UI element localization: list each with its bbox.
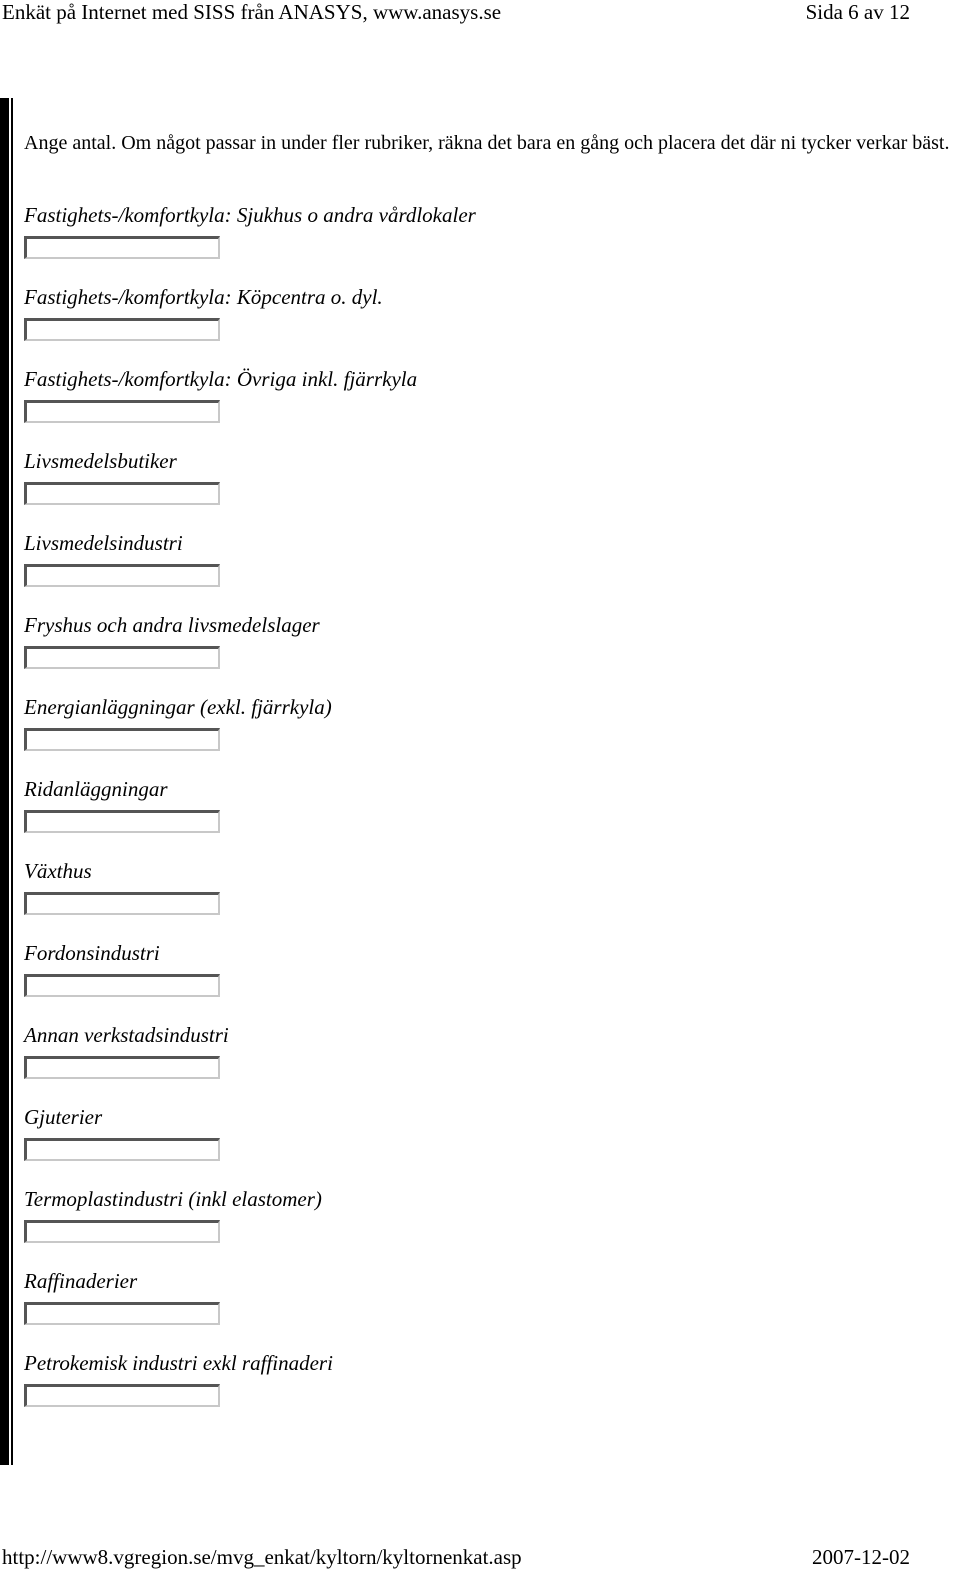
print-header <box>0 0 960 26</box>
question-label: Energianläggningar (exkl. fjärrkyla) <box>24 695 332 719</box>
question-ovriga <box>24 366 417 392</box>
count-input-gjuterier[interactable] <box>24 1138 220 1161</box>
count-input-raffinaderier[interactable] <box>24 1302 220 1325</box>
question-label: Annan verkstadsindustri <box>24 1023 229 1047</box>
instructions-text: Ange antal. Om något passar in under fler rubriker, räkna det bara en gång och placera det där ni tycker verkar bäst. <box>24 132 950 154</box>
print-date: 2007-12-02 <box>812 1545 910 1569</box>
question-label: Fastighets-/komfortkyla: Sjukhus o andra vårdlokaler <box>24 203 476 227</box>
question-label: Petrokemisk industri exkl raffinaderi <box>24 1351 333 1375</box>
question-sjukhus <box>24 202 476 228</box>
question-label: Fastighets-/komfortkyla: Övriga inkl. fjärrkyla <box>24 367 418 391</box>
question-fordonsindustri <box>24 940 160 966</box>
question-label: Livsmedelsbutiker <box>24 449 177 473</box>
question-label: Raffinaderier <box>24 1269 138 1293</box>
question-gjuterier <box>24 1104 102 1130</box>
question-energianlaggningar <box>24 694 332 720</box>
survey-form <box>24 130 960 1375</box>
question-fryshus <box>24 612 320 638</box>
question-label: Livsmedelsindustri <box>24 531 183 555</box>
print-footer <box>0 1544 960 1574</box>
count-input-fordonsindustri[interactable] <box>24 974 220 997</box>
count-input-verkstadsindustri[interactable] <box>24 1056 220 1079</box>
question-label: Termoplastindustri (inkl elastomer) <box>24 1187 322 1211</box>
count-input-energianlaggningar[interactable] <box>24 728 220 751</box>
question-kopcentra <box>24 284 383 310</box>
question-label: Gjuterier <box>24 1105 103 1129</box>
count-input-ovriga[interactable] <box>24 400 220 423</box>
question-livsmedelsindustri <box>24 530 183 556</box>
count-input-kopcentra[interactable] <box>24 318 220 341</box>
question-petrokemisk <box>24 1350 333 1376</box>
question-termoplastindustri <box>24 1186 322 1212</box>
form-left-border <box>0 98 9 1465</box>
count-input-petrokemisk[interactable] <box>24 1384 220 1407</box>
document-title: Enkät på Internet med SISS från ANASYS, www.anasys.se <box>2 0 502 24</box>
count-input-livsmedelsbutiker[interactable] <box>24 482 220 505</box>
page-url: http://www8.vgregion.se/mvg_enkat/kyltorn/kyltornenkat.asp <box>2 1545 522 1569</box>
page-number: Sida 6 av 12 <box>805 0 910 24</box>
question-ridanlaggningar <box>24 776 168 802</box>
question-label: Växthus <box>24 859 92 883</box>
question-label: Fordonsindustri <box>24 941 160 965</box>
count-input-fryshus[interactable] <box>24 646 220 669</box>
question-raffinaderier <box>24 1268 137 1294</box>
question-verkstadsindustri <box>24 1022 229 1048</box>
count-input-ridanlaggningar[interactable] <box>24 810 220 833</box>
count-input-vaxthus[interactable] <box>24 892 220 915</box>
question-livsmedelsbutiker <box>24 448 177 474</box>
form-left-border-inner <box>11 98 13 1465</box>
question-label: Ridanläggningar <box>24 777 168 801</box>
count-input-sjukhus[interactable] <box>24 236 220 259</box>
question-label: Fryshus och andra livsmedelslager <box>24 613 320 637</box>
count-input-termoplastindustri[interactable] <box>24 1220 220 1243</box>
count-input-livsmedelsindustri[interactable] <box>24 564 220 587</box>
question-label: Fastighets-/komfortkyla: Köpcentra o. dyl. <box>24 285 383 309</box>
question-vaxthus <box>24 858 92 884</box>
